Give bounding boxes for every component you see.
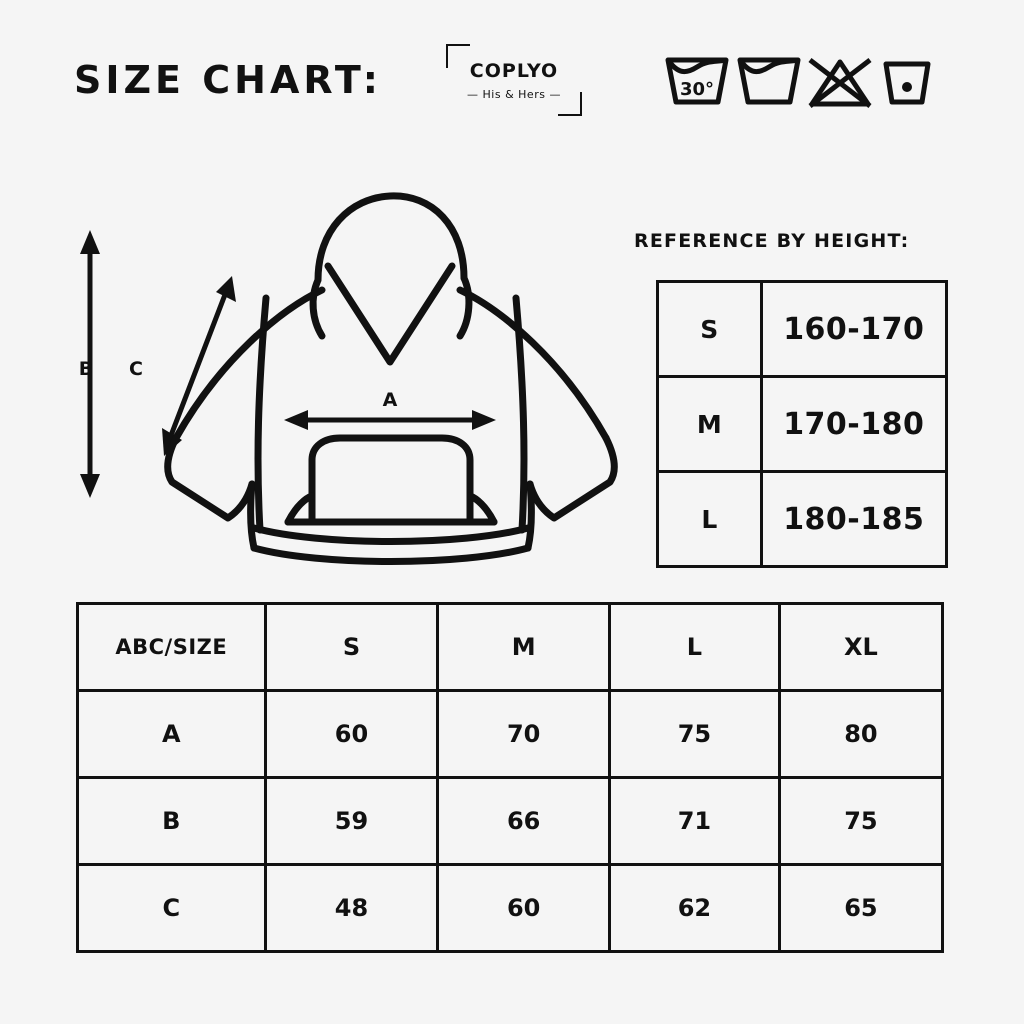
hoodie-illustration xyxy=(60,170,660,570)
cell-c-s: 48 xyxy=(265,865,438,952)
tumble-dry-icon xyxy=(886,64,928,102)
reference-height-s: 160-170 xyxy=(761,282,946,377)
wash-30-icon xyxy=(668,60,726,102)
size-measurement-table xyxy=(76,602,944,953)
cell-b-m: 66 xyxy=(438,778,610,865)
do-not-bleach-tub-icon xyxy=(740,60,798,102)
reference-size-s: S xyxy=(658,282,762,377)
page-title: SIZE CHART: xyxy=(74,58,382,102)
measure-arrow-a xyxy=(284,389,496,430)
column-header-s: S xyxy=(265,604,438,691)
brand-name: COPLYO xyxy=(469,60,559,82)
row-label-b: B xyxy=(78,778,266,865)
care-symbols-group xyxy=(664,54,932,108)
reference-height-table xyxy=(656,280,948,568)
measure-label-b: B xyxy=(78,358,94,380)
cell-a-l: 75 xyxy=(610,691,780,778)
cell-c-l: 62 xyxy=(610,865,780,952)
hoodie-outline xyxy=(168,196,615,562)
table-header-row xyxy=(78,604,943,691)
brand-dash-left: — xyxy=(467,88,479,101)
table-row xyxy=(78,778,943,865)
cell-c-xl: 65 xyxy=(779,865,942,952)
column-header-xl: XL xyxy=(779,604,942,691)
reference-height-l: 180-185 xyxy=(761,472,946,567)
brand-logo xyxy=(446,44,582,116)
cell-a-s: 60 xyxy=(265,691,438,778)
reference-size-m: M xyxy=(658,377,762,472)
cell-b-l: 71 xyxy=(610,778,780,865)
cell-b-s: 59 xyxy=(265,778,438,865)
reference-height-m: 170-180 xyxy=(761,377,946,472)
table-row xyxy=(78,691,943,778)
table-row xyxy=(658,472,947,567)
cell-a-m: 70 xyxy=(438,691,610,778)
table-row xyxy=(78,865,943,952)
row-label-c: C xyxy=(78,865,266,952)
brand-tagline-text: His & Hers xyxy=(482,88,546,101)
measure-label-c: C xyxy=(129,358,143,380)
column-header-m: M xyxy=(438,604,610,691)
brand-tagline xyxy=(446,88,582,101)
table-row xyxy=(658,282,947,377)
cell-c-m: 60 xyxy=(438,865,610,952)
table-row xyxy=(658,377,947,472)
column-header-abc-size: ABC/SIZE xyxy=(78,604,266,691)
column-header-l: L xyxy=(610,604,780,691)
cell-b-xl: 75 xyxy=(779,778,942,865)
brand-dash-right: — xyxy=(549,88,561,101)
do-not-dry-clean-icon xyxy=(810,60,870,106)
reference-title: REFERENCE BY HEIGHT: xyxy=(634,230,910,252)
svg-text:30°: 30° xyxy=(679,79,715,100)
measure-label-a: A xyxy=(382,389,398,411)
reference-size-l: L xyxy=(658,472,762,567)
measure-arrow-b xyxy=(79,230,100,498)
row-label-a: A xyxy=(78,691,266,778)
cell-a-xl: 80 xyxy=(779,691,942,778)
